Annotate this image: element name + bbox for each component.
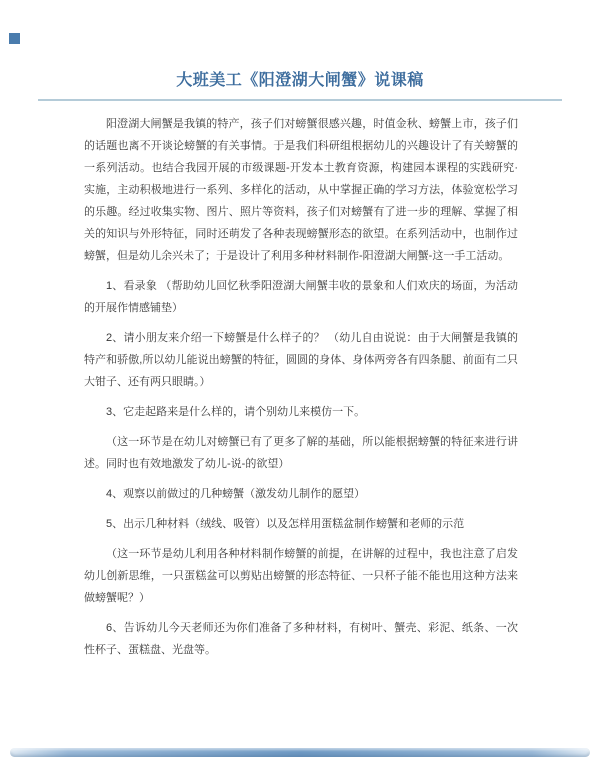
list-item-3: 3、它走起路来是什么样的，请个别幼儿来模仿一下。 bbox=[106, 406, 366, 418]
title-divider-line bbox=[38, 99, 562, 101]
footer-divider-bar bbox=[10, 748, 590, 757]
list-item-5: 5、出示几种材料（绒线、吸管）以及怎样用蛋糕盆制作螃蟹和老师的示范 bbox=[106, 518, 465, 530]
list-item-2: 2、请小朋友来介绍一下螃蟹是什么样子的？ （幼儿自由说说：由于大闸蟹是我镇的特产和骄傲,所以幼儿能说出螃蟹的特征，圆圆的身体、身体两旁各有四条腿、前面有二只大钳子、还有两只眼睛。） bbox=[84, 332, 518, 388]
note-after-item-5: （这一环节是幼儿利用各种材料制作螃蟹的前提，在讲解的过程中，我也注意了启发幼儿创新思维，一只蛋糕盆可以剪贴出螃蟹的形态特征、一只杯子能不能也用这种方法来做螃蟹呢？） bbox=[84, 548, 518, 604]
document-body bbox=[84, 113, 518, 661]
list-item-4: 4、观察以前做过的几种螃蟹（激发幼儿制作的愿望） bbox=[106, 488, 366, 500]
list-item-6: 6、告诉幼儿今天老师还为你们准备了多种材料，有树叶、蟹壳、彩泥、纸条、一次性杯子、蛋糕盘、光盘等。 bbox=[84, 622, 518, 656]
paragraph-intro: 阳澄湖大闸蟹是我镇的特产，孩子们对螃蟹很感兴趣，时值金秋、螃蟹上市，孩子们的话题也离不开谈论螃蟹的有关事情。于是我们科研组根据幼儿的兴趣设计了有关螃蟹的一系列活动。也结合我园开展的市级课题-开发本土教育资源，构建园本课程的实践研究·实施，主动积极地进行一系列、多样化的活动，从中掌握正确的学习方法，体验宽松学习的乐趣。经过收集实物、图片、照片等资料，孩子们对螃蟹有了进一步的理解、掌握了相关的知识与外形特征，同时还萌发了各种表现螃蟹形态的欲望。在系列活动中，也制作过螃蟹，但是幼儿余兴未了；于是设计了利用多种材料制作-阳澄湖大闸蟹-这一手工活动。 bbox=[84, 118, 518, 262]
page-title: 大班美工《阳澄湖大闸蟹》说课稿 bbox=[176, 72, 424, 89]
list-item-1: 1、看录象 （帮助幼儿回忆秋季阳澄湖大闸蟹丰收的景象和人们欢庆的场面，为活动的开展作情感铺垫） bbox=[84, 280, 518, 314]
note-after-item-3: （这一环节是在幼儿对螃蟹已有了更多了解的基础，所以能根据螃蟹的特征来进行讲述。同时也有效地激发了幼儿-说-的欲望） bbox=[84, 436, 518, 470]
corner-accent-square bbox=[9, 33, 20, 44]
